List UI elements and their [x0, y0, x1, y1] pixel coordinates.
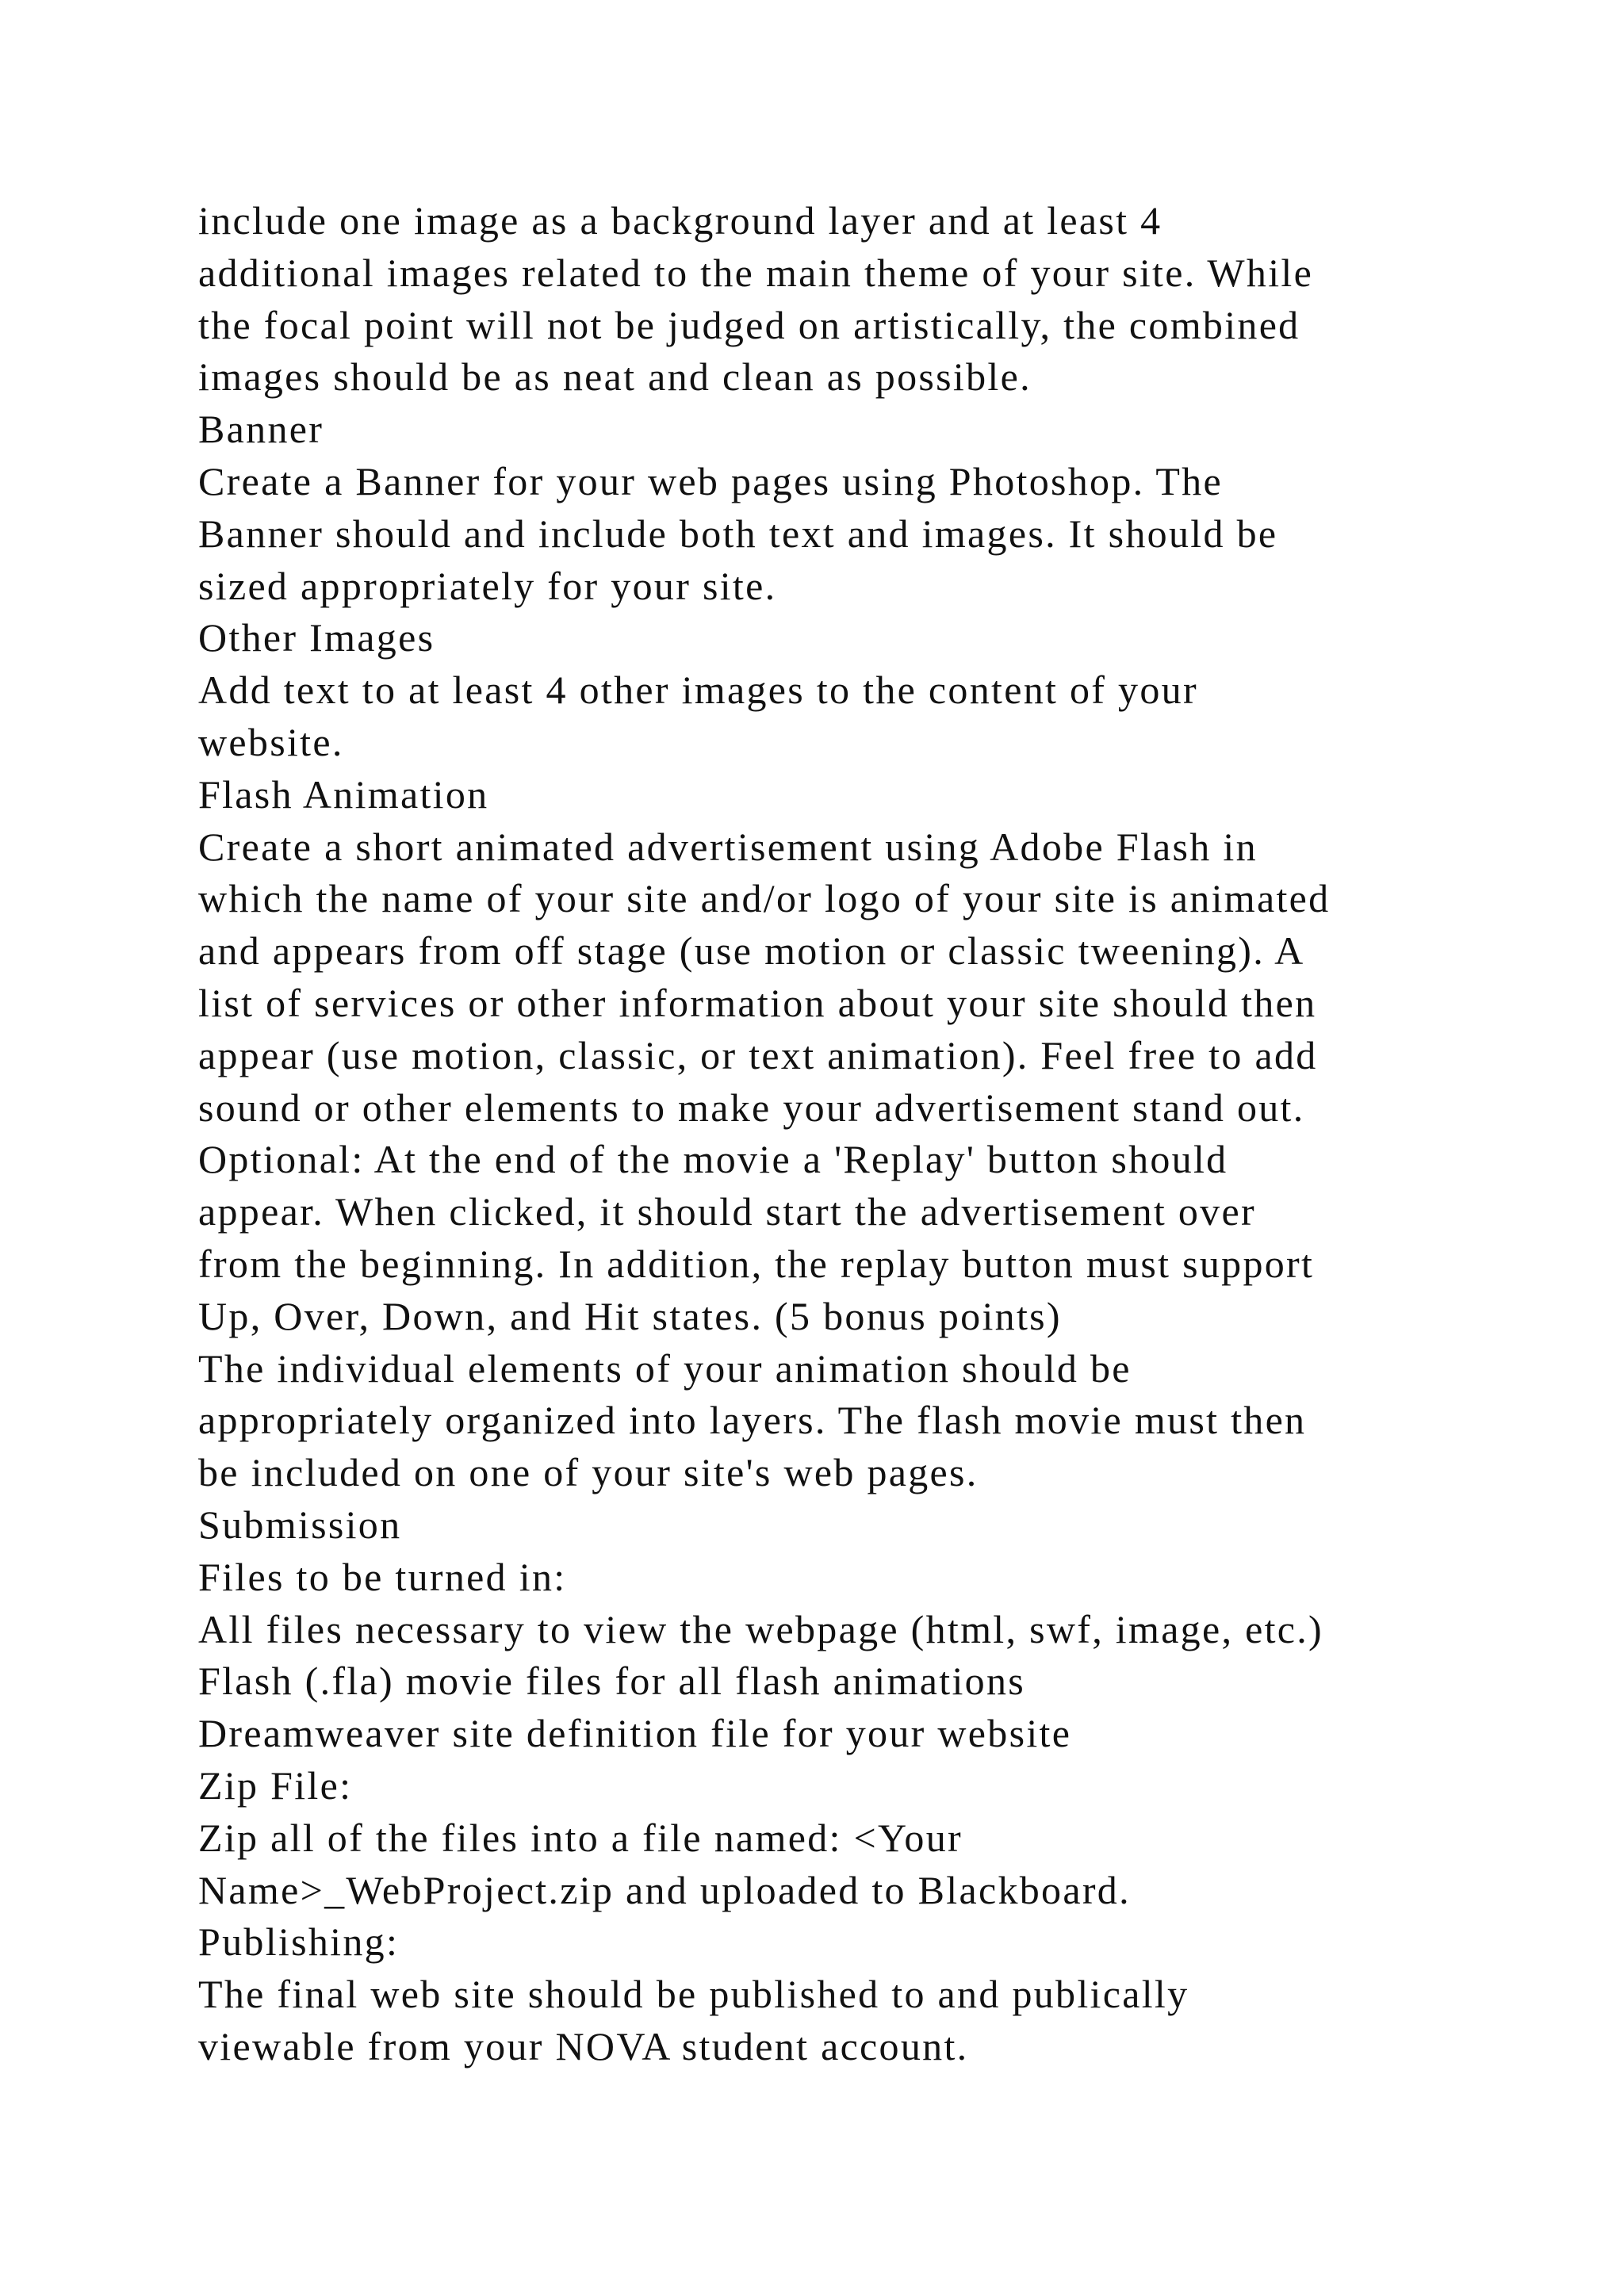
body-line: include one image as a background layer and at least 4 — [198, 198, 1162, 243]
body-line: All files necessary to view the webpage (html, swf, image, etc.) — [198, 1606, 1324, 1651]
body-line: The final web site should be published to and publically — [198, 1972, 1189, 2017]
body-line: Dreamweaver site definition file for your website — [198, 1711, 1072, 1756]
body-line: Flash (.fla) movie files for all flash animations — [198, 1659, 1026, 1704]
body-line: Create a short animated advertisement using Adobe Flash in — [198, 824, 1258, 869]
body-line: Create a Banner for your web pages using Photoshop. The — [198, 458, 1223, 503]
body-line: which the name of your site and/or logo of your site is animated — [198, 876, 1331, 921]
document-body — [198, 195, 1467, 2073]
body-line: additional images related to the main theme of your site. While — [198, 250, 1314, 295]
body-line: viewable from your NOVA student account. — [198, 2023, 969, 2068]
body-line: list of services or other information about your site should then — [198, 980, 1317, 1025]
section-heading-publishing: Publishing: — [198, 1919, 400, 1965]
body-line: appear (use motion, classic, or text animation). Feel free to add — [198, 1032, 1318, 1077]
body-line: Up, Over, Down, and Hit states. (5 bonus points) — [198, 1293, 1062, 1338]
section-heading-submission: Submission — [198, 1502, 402, 1547]
body-line: Files to be turned in: — [198, 1554, 567, 1599]
body-line: The individual elements of your animation should be — [198, 1345, 1132, 1391]
body-line: the focal point will not be judged on artistically, the combined — [198, 302, 1300, 347]
body-line: from the beginning. In addition, the replay button must support — [198, 1241, 1315, 1286]
section-heading-other-images: Other Images — [198, 615, 435, 660]
body-line: Zip all of the files into a file named: <Your — [198, 1815, 963, 1860]
body-line: appropriately organized into layers. The flash movie must then — [198, 1398, 1307, 1443]
body-line: be included on one of your site's web pages. — [198, 1450, 979, 1495]
body-line: Name>_WebProject.zip and uploaded to Blackboard. — [198, 1867, 1131, 1912]
body-line: sound or other elements to make your advertisement stand out. — [198, 1085, 1305, 1130]
body-line: Banner should and include both text and images. It should be — [198, 511, 1278, 556]
section-heading-banner: Banner — [198, 407, 324, 452]
section-heading-flash-animation: Flash Animation — [198, 771, 489, 817]
body-line: website. — [198, 719, 344, 764]
body-line: Optional: At the end of the movie a 'Replay' button should — [198, 1137, 1228, 1182]
body-line: sized appropriately for your site. — [198, 563, 777, 608]
body-line: images should be as neat and clean as possible. — [198, 354, 1032, 400]
section-heading-zip-file: Zip File: — [198, 1762, 353, 1808]
body-line: Add text to at least 4 other images to the content of your — [198, 668, 1198, 713]
body-line: appear. When clicked, it should start the advertisement over — [198, 1189, 1256, 1234]
body-line: and appears from off stage (use motion or classic tweening). A — [198, 928, 1305, 974]
